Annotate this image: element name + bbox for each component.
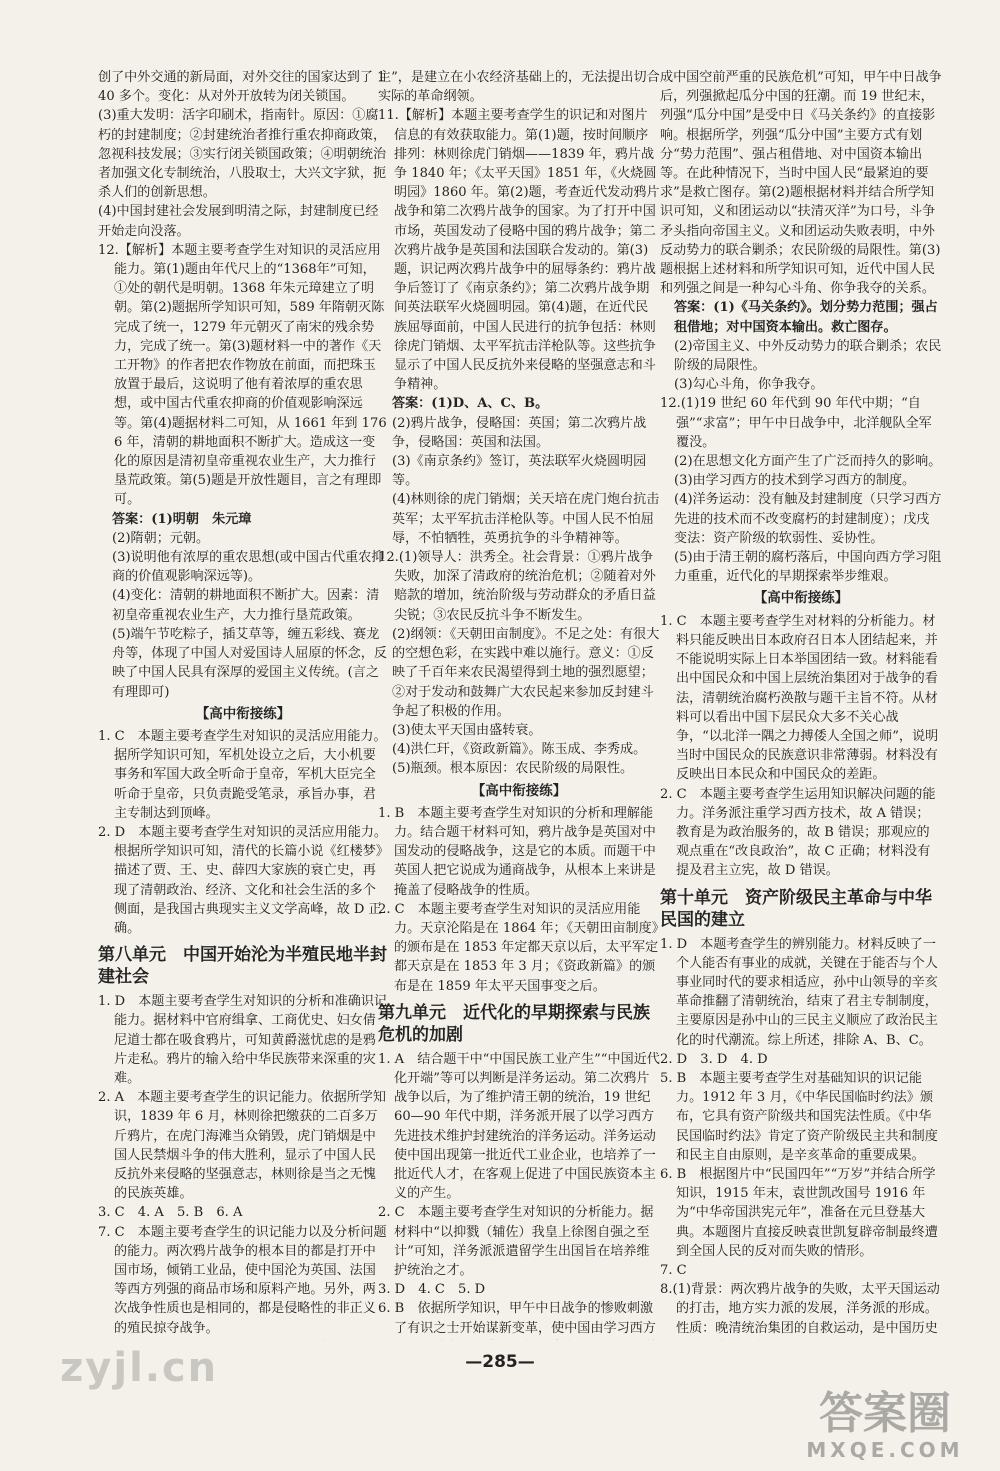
unit-heading: 第八单元 中国开始沦为半殖民地半封建社会 [98,945,387,988]
watermark-url: MXQE.COM [806,1438,964,1462]
paragraph: 创了中外交通的新局面，对外交往的国家达到了 140 多个。变化：从对外开放转为闭关锁国。 [98,70,386,105]
question-item: 1. D 本题主要考查学生对知识的分析和准确识记能力。据材料中官府缉拿、工商优史、妇女倩尼道士都在吸食鸦片，可知黄爵滋忧虑的是鸦片走私。鸦片的输入给中华民族带来深重的灾难。 [98,994,388,1086]
question-item: 2. C 本题主要考查学生对知识的灵活应用能力。天京沦陷是在 1864 年；《天朝田亩制度》的颁布是在 1853 年定都天京以后，太平军定都天京是在 1853 年 3 月；《资政新篇》的颁布是在 1859 年太平天国事变之后。 [378,901,659,994]
paragraph: (3)使太平天国由盛转衰。 [392,722,542,738]
question-item: 6. B 依据所学知识，甲午中日战争的惨败刺激了有识之士开始谋新变革，使中国由学习西方 [378,1301,656,1336]
page-number: —285— [465,1352,535,1372]
column-left [98,68,388,1340]
question-item [98,1338,388,1340]
paragraph: (4)林则徐的虎门销烟；关天培在虎门炮台抗击英军；太平军抗击洋枪队等。中国人民不怕屈辱，不怕牺牲，英勇抗争的斗争精神等。 [392,492,660,546]
paragraph: (4)变化：清朝的耕地面积不断扩大。因素：清初皇帝重视农业生产，大力推行垦荒政策。 [112,588,380,623]
question-analysis: 11.【解析】本题主要考查学生的识记和对图片信息的有效获取能力。第(1)题，按时间顺序排列：林则徐虎门销烟——1839 年，鸦片战争 1840 年；《太平天国》1851 年，《火烧圆明园》1860 年。第(2)题，考查近代发动鸦片战争和第二次鸦片战争的国家。为了打开中国市场，英国发动了侵略中国的鸦片战争；第二次鸦片战争是英国和法国联合发动的。第(3)题，识记两次鸦片战争中的屈辱条约：鸦片战争后签订了《南京条约》；第二次鸦片战争期间英法联军火烧圆明园。第(4)题，在近代民族屈辱面前，中国人民进行的抗争包括：林则徐虎门销烟、太平军抗击洋枪队等。这些抗争显示了中国人民反抗外来侵略的坚强意志和斗争精神。 [378,108,660,393]
question-item: 2. D 本题主要考查学生对知识的灵活应用能力。根据所学知识可知，清代的长篇小说《红楼梦》描述了贾、王、史、薛四大家族的衰亡史，再现了清朝政治、经济、文化和社会生活的多个侧面，是我国古典现实主义文学高峰，故 D 正确。 [98,824,388,936]
question-item: 1. B 本题主要考查学生对知识的分析和理解能力。结合题干材料可知，鸦片战争是英国对中国发动的侵略战争，这是它的本质。而题干中英国人把它说成为通商战争，从根本上来讲是掩盖了侵略战争的性质。 [378,805,656,898]
paragraph: (2)帝国主义、中外反动势力的联合剿杀；农民阶级的局限性。 [674,338,942,374]
unit-heading: 第十单元 资产阶级民主革命与中华民国的建立 [660,887,932,930]
watermark-right [790,1390,980,1462]
paragraph: (2)在思想文化方面产生了广泛而持久的影响。 [674,454,942,470]
paragraph: (5)端午节吃粽子，插艾草等，缠五彩线、赛龙舟等，体现了中国人对爱国诗人屈原的怀念，反映了中国人民具有深厚的爱国主义传统。(言之有理即可) [112,626,387,700]
question-item: 12.(1)领导人：洪秀全。社会背景：①鸦片战争失败，加深了清政府的统治危机；②随着对外赔款的增加，统治阶级与劳动群众的矛盾日益尖锐；③农民反抗斗争不断发生。 [378,550,656,623]
question-item: 6. B 根据图片中“民国四年”“万岁”并结合所学知识，1915 年末，袁世凯改国号 1916 年为“中华帝国洪宪元年”，准备在元旦登基大典。本题图片直接反映袁世凯复辟帝制最终遭到全国人民的反对而失败的情形。 [660,1166,938,1259]
answer-line: 答案：(1)D、A、C、B。 [392,396,549,412]
paragraph: (4)洋务运动：没有触及封建制度（只学习西方先进的技术而不改变腐朽的封建制度）；戊戌变法：资产阶级的软弱性、妥协性。 [674,492,942,546]
paragraph: (3)重大发明：活字印刷术，指南针。原因：①腐朽的封建制度；②封建统治者推行重农抑商政策，忽视科技发展；③实行闭关锁国政策；④明朝统治者加强文化专制统治，八股取士，大兴文字狱，扼杀人们的创新思想。 [98,108,387,201]
paragraph: (3)说明他有浓厚的重农思想(或中国古代重农抑商的价值观影响深远等)。 [112,550,385,585]
answer-line: 答案：(1)《马关条约》。划分势力范围；强占租借地；对中国资本输出。救亡图存。 [674,300,938,335]
question-item: 8.(1)背景：两次鸦片战争的失败，太平天国运动的打击，地方实力派的发展，洋务派的形成。性质：晚清统治集团的自救运动，是中国历史 [660,1282,940,1336]
question-item: 1. A 结合题干中“中国民族工业产生”“中国近代化开端”等可以判断是洋务运动。第二次鸦片战争以后，为了维护清王朝的统治，19 世纪 60—90 年代中期，洋务派开展了以学习西方先进技术维护封建统治的洋务运动。洋务运动使中国出现第一批近代工业企业，也培养了一批近代人才，在客观上促进了中国民族资本主义的产生。 [378,1051,660,1202]
paragraph: (5)由于清王朝的腐朽落后，中国向西方学习阻力重重，近代化的早期探索举步维艰。 [674,550,942,585]
question-item: 2. A 本题主要考查学生的识记能力。依据所学知识，1839 年 6 月，林则徐把缴获的二百多万斤鸦片，在虎门海滩当众销毁，虎门销烟是中国人民禁烟斗争的伟大胜利，显示了中国人民反抗外来侵略的坚强意志，林则徐是当之无愧的民族英雄。 [98,1090,386,1202]
watermark-title: 答案圈 [819,1388,951,1439]
answer-list: 3. D 4. C 5. D [378,1282,486,1298]
section-subheading: 【高中衔接练】 [471,782,567,799]
watermark-left: zyjl.cn [60,1345,219,1391]
paragraph: 成中国空前严重的民族危机”可知，甲午中日战争后，列强掀起瓜分中国的狂潮。而 19 世纪末，列强“瓜分中国”是受中日《马关条约》的直接影响。根据所学，列强“瓜分中国”主要方式有划分“势力范围”、强占租借地、对中国资本输出等。在此种情况下，当时中国人民“最紧迫的要求”是救亡图存。第(2)题根据材料并结合所学知识可知，义和团运动以“扶清灭洋”为口号，斗争矛头指向帝国主义。义和团运动失败表明，中外反动势力的联合剿杀；农民阶级的局限性。第(3)题根据上述材料和所学知识可知，近代中国人民和列强之间是一种勾心斗角、你争我夺的关系。 [660,70,942,297]
answer-list: 2. D 3. D 4. D [660,1051,768,1067]
paragraph: (2)鸦片战争，侵略国：英国；第二次鸦片战争，侵略国：英国和法国。 [392,415,647,450]
paragraph: (3)《南京条约》签订，英法联军火烧圆明园等。 [392,454,647,489]
question-item: 1. D 本题考查学生的辨别能力。材料反映了一个人能否有事业的成就，关键在于能否与个人事业同时代的要求相适应，孙中山领导的辛亥革命推翻了清朝统治，结束了君主专制制度，主要原因是孙中山的三民主义顺应了政治民主化的时代潮流。综上所述，排除 A、B、C。 [660,936,938,1048]
paragraph: (3)由学习西方的技术到学习西方的制度。 [674,473,916,489]
paragraph: (2)纲领：《天朝田亩制度》。不足之处：有很大的空想色彩，在实践中难以施行。意义：①反映了千百年来农民渴望得到土地的强烈愿望；②对于发动和鼓舞广大农民起来参加反封建斗争起了积极的作用。 [392,626,660,719]
paragraph: (4)中国封建社会发展到明清之际，封建制度已经开始走向没落。 [98,204,379,239]
paragraph: (4)洪仁玕，《资政新篇》。陈玉成、李秀成。 [392,742,647,758]
question-item: 1. C 本题主要考查学生对知识的灵活应用能力。据所学知识可知，军机处设立之后，大小机要事务和军国大政全听命于皇帝，军机大臣完全听命于皇帝，只负责跪受笔录，承旨办事，君主专制达到顶峰。 [98,728,387,821]
answer-list: 3. C 4. A 5. B 6. A [98,1205,243,1221]
paragraph: (3)勾心斗角，你争我夺。 [674,377,824,393]
paragraph: (5)瓶颈。根本原因：农民阶级的局限性。 [392,761,634,777]
column-right [660,68,942,1340]
question-analysis: 12.【解析】本题主要考查学生对知识的灵活应用能力。第(1)题由年代尺上的“1368年”可知，①处的朝代是明朝。1368 年朱元璋建立了明朝。第(2)题据所学知识可知，589 年隋朝灭陈完成了统一，1279 年元朝灭了南宋的残余势力，完成了统一。第(3)题材料一中的著作《天工开物》的作者把农作物放在前面，而把珠玉放置于最后，这说明了他有着浓厚的重农思想，或中国古代重农抑商的价值观影响深远等。第(4)题据材料二可知，从 1661 年到 1766 年，清朝的耕地面积不断扩大。造成这一变化的原因是清初皇帝重视农业生产，大力推行垦荒政策。第(5)题是开放性题目，言之有理即可。 [98,242,387,508]
answer-line: 答案：(1)明朝 朱元璋 [112,511,252,527]
section-subheading: 【高中衔接练】 [195,705,291,722]
paragraph: (2)隋朝；元朝。 [112,530,210,546]
paragraph: 主”，是建立在小农经济基础上的，无法提出切合实际的革命纲领。 [378,70,660,105]
column-middle [378,68,660,1340]
answer-list: 7. C [660,1262,687,1278]
question-item: 1. C 本题主要考查学生对材料的分析能力。材料只能反映出日本政府召日本人团结起来，并不能说明实际上日本举国团结一致。材料能看出中国民众和中国上层统治集团对于战争的看法，清朝统治腐朽涣散与题干主旨不符。从材料可以看出中国下层民众大多不关心战争，“以北洋一隅之力搏倭人全国之师”，说明当时中国民众的民族意识非常薄弱。材料没有反映出日本民众和中国民众的差距。 [660,613,939,783]
question-item: 5. B 本题主要考查学生对基础知识的识记能力。1912 年 3 月，《中华民国临时约法》颁布，它具有资产阶级共和国宪法性质。《中华民国临时约法》肯定了资产阶级民主共和制度和民主自由原则，是辛亥革命的重要成果。 [660,1070,938,1163]
question-item: 12.(1)19 世纪 60 年代到 90 年代中期；“自强”“求富”；甲午中日战争中，北洋舰队全军覆没。 [660,396,932,450]
question-item: 7. C 本题主要考查学生的识记能力以及分析问题的能力。两次鸦片战争的根本目的都是打开中国市场，倾销工业品，使中国沦为英国、法国等西方列强的商品市场和原料产地。另外，两次战争性质也是相同的，都是侵略性的非正义的殖民掠夺战争。 [98,1224,387,1336]
question-item: 2. C 本题主要考查学生运用知识解决问题的能力。洋务派注重学习西方技术，故 A 错误；教育是为政治服务的，故 B 错误；那观应的观点重在“改良政治”，故 C 正确；材料没有提及君主立宪，故 D 错误。 [660,786,936,879]
unit-heading: 第九单元 近代化的早期探索与民族危机的加剧 [378,1002,650,1045]
question-item: 2. C 本题主要考查学生对知识的分析能力。据材料中“以抑戮（辅佐）我皇上徐图自强之至计”可知，洋务派派遣留学生出国旨在培养维护统治之才。 [378,1205,654,1278]
section-subheading: 【高中衔接练】 [753,590,849,607]
